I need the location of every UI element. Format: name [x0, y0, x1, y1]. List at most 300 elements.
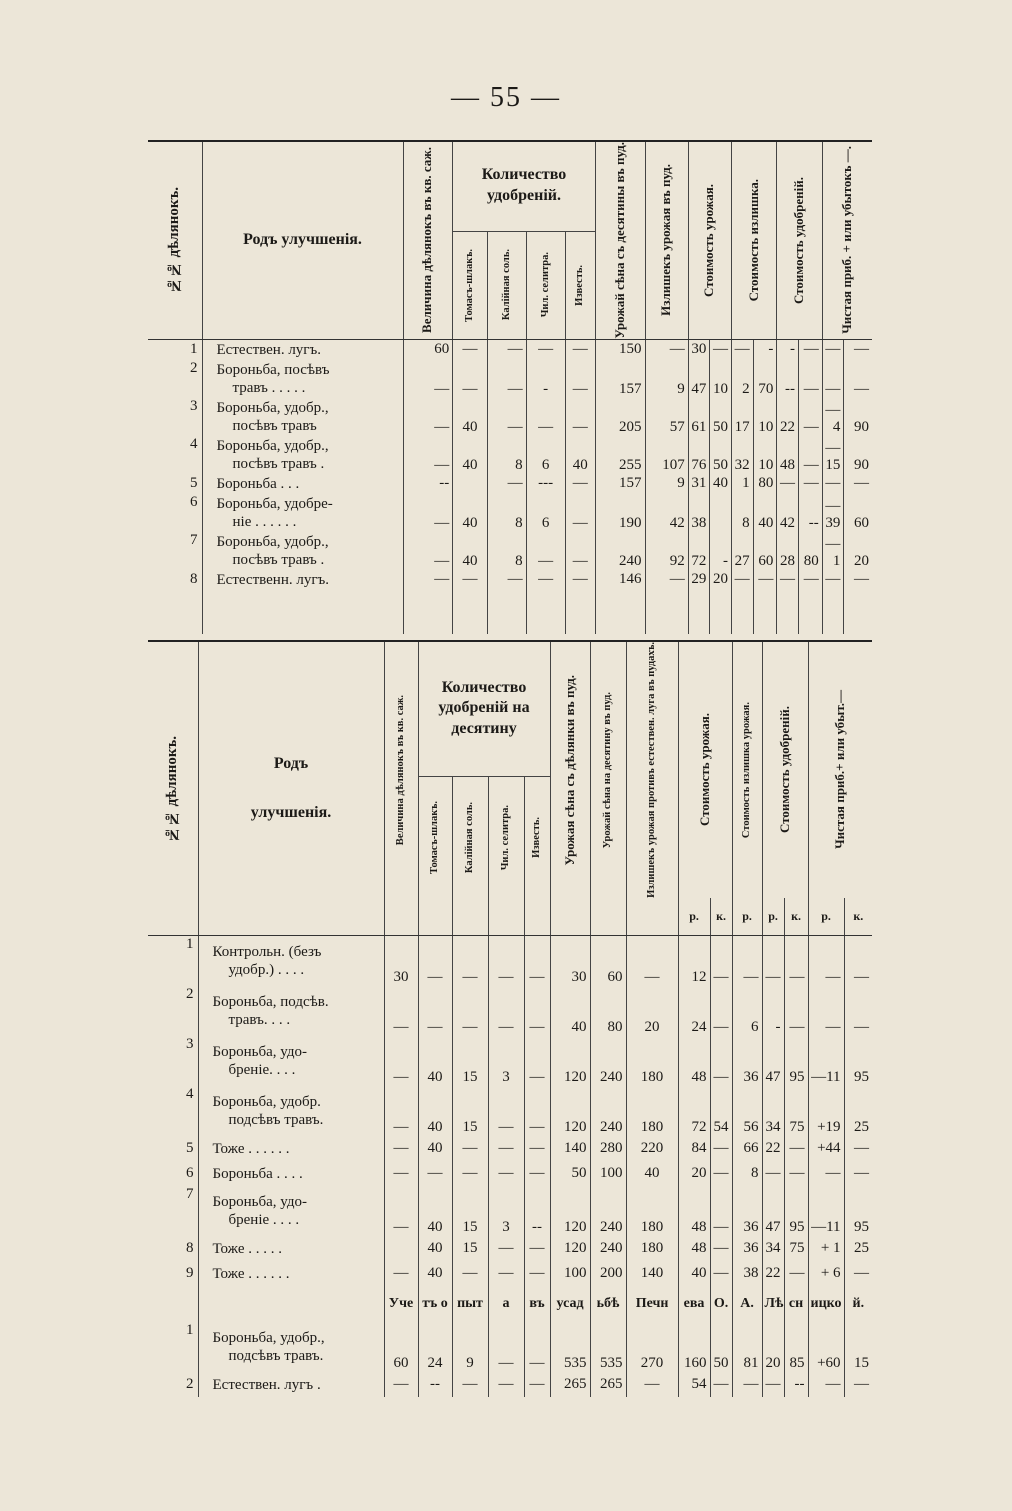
table-cell: —	[384, 1086, 418, 1136]
table-cell: +60	[808, 1322, 844, 1372]
table-cell: —	[798, 436, 822, 474]
table-cell: —	[844, 360, 872, 398]
table-cell: 70	[753, 360, 777, 398]
table-cell: —	[524, 1161, 550, 1186]
table-cell: 9	[645, 474, 688, 494]
table-cell: —	[565, 398, 595, 436]
table-cell: 240	[590, 1086, 626, 1136]
table-cell: —	[645, 570, 688, 590]
table-cell: 40	[453, 398, 488, 436]
table-row	[148, 986, 872, 1036]
table-cell: —	[487, 570, 526, 590]
table-cell: 25	[844, 1236, 872, 1261]
table-cell: 40	[678, 1261, 710, 1286]
header-thomas: Томасъ-шлакъ.	[428, 800, 440, 874]
table-cell: 140	[626, 1261, 678, 1286]
row-number: 3	[190, 397, 198, 414]
table-cell: — 1	[822, 532, 844, 570]
table-cell: —	[384, 1261, 418, 1286]
table-cell: —	[822, 570, 844, 590]
table-cell: 240	[590, 1036, 626, 1086]
row-improvement	[202, 339, 403, 360]
row-improvement	[202, 398, 403, 436]
table-cell: 15	[452, 1036, 488, 1086]
table-row	[148, 532, 872, 570]
table-cell: 9	[645, 360, 688, 398]
row-improvement-line: Бороньба, удобр.,	[212, 1330, 325, 1347]
table-cell: —	[732, 1372, 762, 1397]
table-cell: --	[524, 1186, 550, 1236]
table-cell: 280	[590, 1136, 626, 1161]
table-cell: 30	[550, 936, 590, 987]
table-cell: —	[762, 936, 784, 987]
table-cell: —	[488, 1136, 524, 1161]
table-cell: 42	[645, 494, 688, 532]
table-row	[148, 1372, 872, 1397]
table-cell: 140	[550, 1136, 590, 1161]
table-cell: —	[798, 474, 822, 494]
table-cell: —	[626, 936, 678, 987]
table-cell: —	[452, 1136, 488, 1161]
table-cell	[710, 494, 732, 532]
row-number: 2	[190, 359, 198, 376]
table-cell: —	[753, 570, 777, 590]
table-cell: 20	[626, 986, 678, 1036]
table-cell: 15	[452, 1086, 488, 1136]
table-cell: 107	[645, 436, 688, 474]
header-net: Чистая приб.+ или убыт.—	[831, 690, 847, 850]
table-cell: 24	[678, 986, 710, 1036]
header-chile: Чил. селитра.	[539, 252, 551, 318]
row-improvement-line: Бороньба, удо-	[212, 1194, 307, 1211]
table-cell: 24	[418, 1322, 452, 1372]
table-cell: 146	[595, 570, 645, 590]
table-cell: 120	[550, 1086, 590, 1136]
table-cell: —	[565, 570, 595, 590]
table-cell: —15	[822, 436, 844, 474]
table-cell: 32	[731, 436, 753, 474]
header-potash: Калійная соль.	[500, 249, 512, 321]
unit-label: р.	[762, 898, 784, 936]
table-row	[148, 1036, 872, 1086]
row-improvement	[202, 532, 403, 570]
table-cell: —	[488, 986, 524, 1036]
table-cell: —	[487, 360, 526, 398]
row-improvement-line: бреніе. . . .	[228, 1062, 296, 1079]
table-cell: —	[710, 986, 732, 1036]
table-cell: —	[524, 986, 550, 1036]
table-cell: 75	[784, 1086, 808, 1136]
row-improvement	[202, 360, 403, 398]
table-cell: —	[844, 474, 872, 494]
row-improvement-line: Бороньба, удобр.,	[216, 399, 329, 416]
table-cell: 40	[453, 494, 488, 532]
unit-label: р.	[732, 898, 762, 936]
table-cell: —	[732, 936, 762, 987]
separator-row	[148, 1286, 872, 1322]
table-cell: 47	[762, 1036, 784, 1086]
row-improvement	[198, 1372, 384, 1397]
table-cell: —	[452, 1161, 488, 1186]
table-cell: 30	[384, 936, 418, 987]
table-cell: 6	[732, 986, 762, 1036]
table-cell: 2	[731, 360, 753, 398]
header-plot-no: №№ дѣлянокъ.	[166, 187, 183, 294]
row-improvement-line: Бороньба . . .	[216, 475, 300, 492]
table-cell: 40	[710, 474, 732, 494]
table-cell: 22	[762, 1261, 784, 1286]
header-surplus: Излишекъ урожая противъ естествен. луга въ пудахъ.	[646, 642, 658, 898]
table-cell: —	[784, 1136, 808, 1161]
table-cell: --	[777, 360, 799, 398]
table-cell: 36	[732, 1036, 762, 1086]
table-cell: 48	[678, 1186, 710, 1236]
header-surplus-cost: Стоимость излишка.	[745, 179, 761, 302]
table-cell: 54	[678, 1372, 710, 1397]
table-row	[148, 1236, 872, 1261]
table-cell: —11	[808, 1186, 844, 1236]
table-cell: 95	[784, 1036, 808, 1086]
header-fert-qty: Количество удобреній.	[453, 141, 596, 231]
row-number: 2	[186, 1376, 194, 1393]
row-improvement-line: удобр.) . . . .	[228, 962, 305, 979]
row-improvement	[198, 1186, 384, 1236]
table-cell: 180	[626, 1036, 678, 1086]
table-cell: 81	[732, 1322, 762, 1372]
table-cell: 22	[777, 398, 799, 436]
table-cell: 205	[595, 398, 645, 436]
table-row	[148, 1086, 872, 1136]
row-improvement-line: Бороньба, удобр.	[212, 1094, 321, 1111]
table-cell: 15	[844, 1322, 872, 1372]
table-row	[148, 1261, 872, 1286]
separator-fragment: А.	[732, 1286, 762, 1322]
table-cell: 38	[688, 494, 710, 532]
table-cell: —	[844, 936, 872, 987]
table-cell: 20	[678, 1161, 710, 1186]
table-row	[148, 398, 872, 436]
table-cell: —	[403, 570, 453, 590]
table-cell: 15	[452, 1236, 488, 1261]
table-cell: —	[403, 494, 453, 532]
table-cell: —	[710, 936, 732, 987]
table-cell: —	[844, 339, 872, 360]
table-cell: —	[488, 1236, 524, 1261]
header-net: Чистая приб. + или убытокъ —.	[838, 146, 854, 335]
table-cell: ---	[526, 474, 565, 494]
table-cell: —	[384, 1136, 418, 1161]
table-cell: 36	[732, 1236, 762, 1261]
table-cell: 29	[688, 570, 710, 590]
table-cell: —	[418, 1161, 452, 1186]
separator-fragment: а	[488, 1286, 524, 1322]
header-improvement-1: Родъ	[273, 754, 309, 772]
table-cell: 1	[731, 474, 753, 494]
table-cell	[453, 474, 488, 494]
row-number: 3	[186, 1036, 194, 1053]
table-cell: 40	[418, 1236, 452, 1261]
table-cell: —	[524, 1236, 550, 1261]
table-cell: 535	[550, 1322, 590, 1372]
table-cell: —	[384, 986, 418, 1036]
table-cell: —	[403, 398, 453, 436]
separator-fragment: усад	[550, 1286, 590, 1322]
table-cell: —	[524, 1036, 550, 1086]
page-number: — 55 —	[451, 82, 561, 113]
row-improvement-line: травъ . . . . .	[232, 379, 306, 396]
table-cell: 54	[710, 1086, 732, 1136]
table-cell: 12	[678, 936, 710, 987]
table-cell: 40	[753, 494, 777, 532]
separator-fragment: Лѣ	[762, 1286, 784, 1322]
table-row	[148, 570, 872, 590]
table-cell: --	[403, 474, 453, 494]
table-cell: 60	[590, 936, 626, 987]
table-cell: 20	[762, 1322, 784, 1372]
separator-fragment: ьбѣ	[590, 1286, 626, 1322]
table-cell: —	[784, 986, 808, 1036]
table-cell: —	[808, 1372, 844, 1397]
table-cell: —	[784, 1161, 808, 1186]
table-cell: 6	[526, 494, 565, 532]
table-row	[148, 1136, 872, 1161]
table-cell: —	[844, 1136, 872, 1161]
table-cell: 100	[550, 1261, 590, 1286]
table-cell: 157	[595, 360, 645, 398]
row-number: 7	[190, 531, 198, 548]
table-cell: —	[710, 1036, 732, 1086]
row-improvement-line: посѣвъ травъ	[232, 417, 317, 434]
row-improvement-line: Естествен. лугъ .	[212, 1376, 321, 1393]
table-cell: 40	[626, 1161, 678, 1186]
table-cell: —	[565, 474, 595, 494]
table-cell: 150	[595, 339, 645, 360]
table-cell: — 4	[822, 398, 844, 436]
table-cell: —	[731, 339, 753, 360]
row-improvement-line: Тоже . . . . . .	[212, 1140, 290, 1157]
table-cell: 40	[453, 436, 488, 474]
table-cell: 10	[753, 436, 777, 474]
table-cell: 6	[526, 436, 565, 474]
table-cell: 40	[550, 986, 590, 1036]
table-cell: —	[798, 398, 822, 436]
header-fert-qty: Количество удобреній на десятину	[418, 641, 550, 776]
table-cell: —	[526, 398, 565, 436]
table-cell: 66	[732, 1136, 762, 1161]
header-des-yield: Урожай сѣна на десятину въ пуд.	[602, 691, 614, 849]
separator-fragment: тъ о	[418, 1286, 452, 1322]
separator-fragment: въ	[524, 1286, 550, 1322]
row-improvement-line: Естественн. лугъ.	[216, 571, 329, 588]
header-chile: Чил. селитра.	[499, 804, 511, 870]
table-cell: —	[798, 570, 822, 590]
table-cell: 10	[710, 360, 732, 398]
table-cell: —	[403, 532, 453, 570]
header-plot-size: Величина дѣлянокъ въ кв. саж.	[419, 147, 435, 334]
table-cell: 31	[688, 474, 710, 494]
table-cell: —	[384, 1186, 418, 1236]
row-improvement-line: Бороньба, удобр.,	[216, 533, 329, 550]
table-cell: —	[487, 339, 526, 360]
table-cell: 48	[678, 1036, 710, 1086]
table-cell: 40	[418, 1036, 452, 1086]
table-cell: —	[403, 360, 453, 398]
row-improvement	[202, 570, 403, 590]
table-cell: —	[710, 1136, 732, 1161]
table-cell: —	[524, 936, 550, 987]
table-row	[148, 436, 872, 474]
separator-fragment: ева	[678, 1286, 710, 1322]
row-improvement	[198, 1261, 384, 1286]
table-cell: 60	[403, 339, 453, 360]
table-cell: 76	[688, 436, 710, 474]
table-cell: —	[565, 360, 595, 398]
header-improvement: Родъ улучшенія.	[202, 141, 403, 339]
table-cell: —	[822, 360, 844, 398]
header-fert-cost: Стоимость удобреній.	[791, 176, 807, 304]
table-cell: -	[710, 532, 732, 570]
table-cell: —	[808, 1161, 844, 1186]
table-cell: 56	[732, 1086, 762, 1136]
table-cell: —	[488, 1086, 524, 1136]
row-improvement	[198, 1236, 384, 1261]
table-cell: 47	[688, 360, 710, 398]
table-cell: —	[731, 570, 753, 590]
table-cell: 50	[710, 398, 732, 436]
table-cell: —	[524, 1136, 550, 1161]
row-improvement-line: бреніе . . . .	[228, 1212, 300, 1229]
row-improvement	[198, 1086, 384, 1136]
table-cell: —	[452, 1261, 488, 1286]
table-cell: -	[526, 360, 565, 398]
table-cell: —	[526, 532, 565, 570]
table-cell: 72	[678, 1086, 710, 1136]
table-cell: 22	[762, 1136, 784, 1161]
table-cell: + 1	[808, 1236, 844, 1261]
row-improvement-line: Бороньба, посѣвъ	[216, 361, 330, 378]
table-cell: —	[488, 1161, 524, 1186]
table-cell: 60	[753, 532, 777, 570]
row-improvement	[202, 474, 403, 494]
header-yield-cost: Стоимость урожая.	[696, 713, 712, 827]
row-number: 8	[186, 1240, 194, 1257]
table-cell: -	[777, 339, 799, 360]
table-cell: -	[753, 339, 777, 360]
table-cell: —	[384, 1161, 418, 1186]
row-improvement	[198, 986, 384, 1036]
table-cell: —	[453, 570, 488, 590]
table-row	[148, 1186, 872, 1236]
table-cell: 95	[784, 1186, 808, 1236]
table-cell: 200	[590, 1261, 626, 1286]
table-cell: 120	[550, 1186, 590, 1236]
table-cell: 57	[645, 398, 688, 436]
table-cell: 92	[645, 532, 688, 570]
table-cell: —	[452, 986, 488, 1036]
table-cell: 72	[688, 532, 710, 570]
table-cell: --	[784, 1372, 808, 1397]
table-cell: 240	[590, 1236, 626, 1261]
table-cell: —	[526, 570, 565, 590]
table-cell: --	[418, 1372, 452, 1397]
row-number: 7	[186, 1186, 194, 1203]
header-plot-yield: Урожая сѣна съ дѣлянки въ пуд.	[561, 674, 577, 866]
table-cell: 85	[784, 1322, 808, 1372]
unit-label: к.	[710, 898, 732, 936]
table-cell: 95	[844, 1186, 872, 1236]
row-improvement	[198, 1322, 384, 1372]
table-cell: --	[798, 494, 822, 532]
table-cell: —	[626, 1372, 678, 1397]
row-improvement-line: Бороньба . . . .	[212, 1165, 303, 1182]
row-number: 5	[190, 475, 198, 492]
table-cell: —39	[822, 494, 844, 532]
table-cell: —	[418, 936, 452, 987]
header-plot-size: Величина дѣлянокъ въ кв. саж.	[394, 694, 406, 846]
table-cell: 40	[453, 532, 488, 570]
table-cell: —	[710, 1372, 732, 1397]
table-cell: —	[762, 1372, 784, 1397]
row-improvement-line: Тоже . . . . . .	[212, 1265, 290, 1282]
table-2	[148, 640, 872, 1397]
table-cell: 8	[732, 1161, 762, 1186]
table-cell: —	[488, 1322, 524, 1372]
table-cell: —	[453, 339, 488, 360]
row-improvement-line: Бороньба, подсѣв.	[212, 994, 329, 1011]
table-cell: 265	[590, 1372, 626, 1397]
table-cell: 40	[565, 436, 595, 474]
table-cell: —	[453, 360, 488, 398]
table-cell: 80	[590, 986, 626, 1036]
row-number: 6	[190, 493, 198, 510]
header-fert-cost: Стоимость удобреній.	[776, 706, 792, 834]
table-cell: —	[710, 1236, 732, 1261]
table-cell: —	[798, 360, 822, 398]
row-improvement-line: подсѣвъ травъ.	[228, 1112, 324, 1129]
table-cell: —	[710, 1186, 732, 1236]
table-cell: —	[487, 474, 526, 494]
table-cell: —11	[808, 1036, 844, 1086]
table-cell: 25	[844, 1086, 872, 1136]
table-1	[148, 140, 872, 634]
table-cell: —	[784, 1261, 808, 1286]
table-cell: 95	[844, 1036, 872, 1086]
row-improvement-line: посѣвъ травъ .	[232, 551, 325, 568]
table-cell: —	[844, 1261, 872, 1286]
table-cell: 40	[418, 1186, 452, 1236]
table-2-body	[148, 936, 872, 1398]
table-cell: —	[565, 494, 595, 532]
table-row	[148, 936, 872, 987]
table-cell: —	[798, 339, 822, 360]
row-number: 4	[186, 1086, 194, 1103]
table-row	[148, 339, 872, 360]
table-row	[148, 474, 872, 494]
table-cell: 75	[784, 1236, 808, 1261]
table-cell: 48	[678, 1236, 710, 1261]
table-cell: —	[762, 1161, 784, 1186]
table-cell: 8	[487, 436, 526, 474]
row-number: 9	[186, 1265, 194, 1282]
table-cell: 240	[590, 1186, 626, 1236]
table-row	[148, 1322, 872, 1372]
row-improvement-line: Контрольн. (безъ	[212, 944, 322, 961]
table-cell: 34	[762, 1236, 784, 1261]
row-improvement-line: ніе . . . . . .	[232, 513, 297, 530]
table-cell: —	[844, 1161, 872, 1186]
table-cell: 220	[626, 1136, 678, 1161]
table-cell: 265	[550, 1372, 590, 1397]
